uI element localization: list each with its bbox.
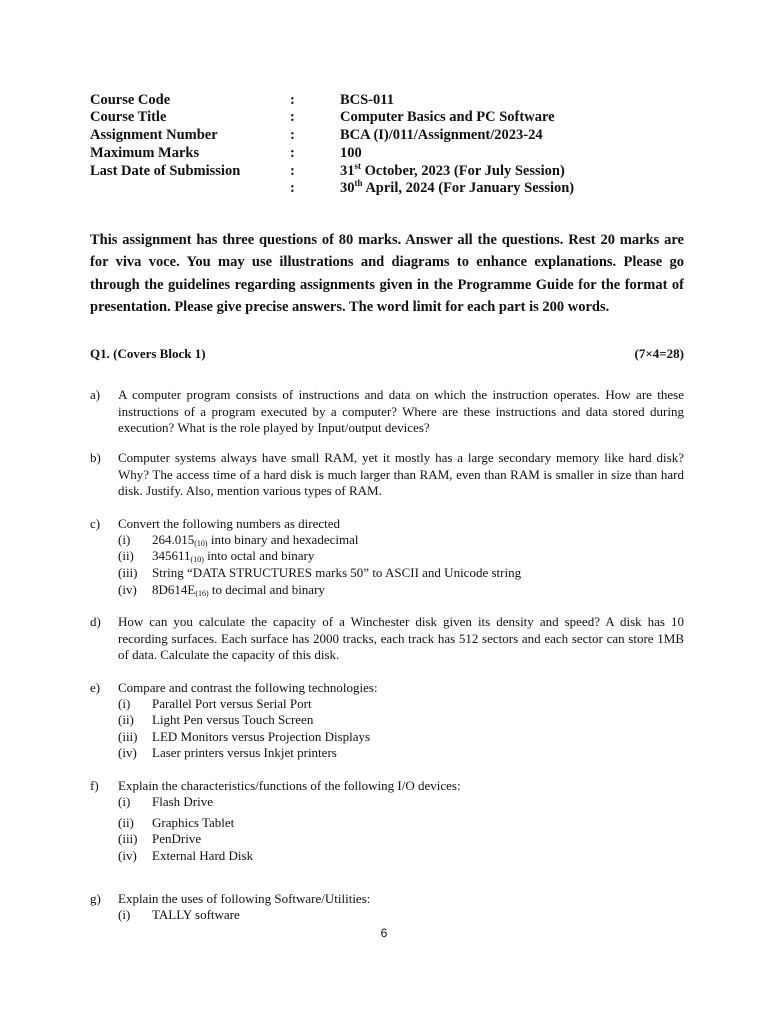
page-number: 6	[380, 926, 388, 940]
part-text: How can you calculate the capacity of a Winchester disk given its density and speed? A disk has 10 recording surfaces. Each surface has 2000 tracks, each track has 512 sectors and each sector can store 1MB of data. Calculate the capacity of this disk.	[118, 614, 684, 662]
part-text: Compare and contrast the following technologies:	[118, 680, 378, 695]
header-label: Last Date of Submission	[90, 163, 241, 179]
header-colon: :	[290, 163, 295, 179]
header-label: Maximum Marks	[90, 145, 200, 161]
part-text: Explain the characteristics/functions of the following I/O devices:	[118, 778, 461, 793]
part-letter: e)	[90, 680, 101, 695]
header-value: 31st October, 2023 (For July Session)	[340, 161, 565, 179]
question-title: Q1. (Covers Block 1)	[90, 346, 206, 361]
header-value: 100	[340, 145, 362, 161]
header-colon: :	[290, 92, 295, 108]
header-colon: :	[290, 109, 295, 125]
part-letter: g)	[90, 891, 101, 906]
part-letter: a)	[90, 387, 101, 402]
part-letter: c)	[90, 516, 101, 531]
part-text: Computer systems always have small RAM, yet it mostly has a large secondary memory like hard disk? Why? The access time of a hard disk is much larger than RAM, even than RAM is smaller in size than hard disk. Justify. Also, mention various types of RAM.	[118, 450, 684, 498]
part-letter: b)	[90, 450, 101, 465]
header-colon: :	[290, 145, 295, 161]
header-label: Assignment Number	[90, 127, 218, 143]
question-marks: (7×4=28)	[634, 346, 684, 361]
part-text: Convert the following numbers as directed	[118, 516, 341, 531]
document-page: Course Code : BCS-011 Course Title : Computer Basics and PC Software Assignment Number : BCA (I)/011/Assignment/2023-24 Maximum Marks : 100 Last Date of Submission : 31st October, 2023 (For July Session) : 30th April, 2024 (For January Session) This assignment has three questions of 80 marks. Answer all the questions. Rest 20 marks are for viva voce. You may use illustrations and diagrams to enhance explanations. Please go through the guidelines regarding assignments given in the Programme Guide for the format of presentation. Please give precise answers. The word limit for each part is 200 words. Q1. (Covers Block 1) (7×4=28) a) A computer program consists of instructions and data on which the instruction operates. How are these instructions of a program executed by a computer? Where are these instructions and data stored during execution? What is the role played by Input/output devices? b) Computer systems always have small RAM, yet it mostly has a large secondary memory like hard disk? Why? The access time of a hard disk is much larger than RAM, even than RAM is smaller in size than hard disk. Justify. Also, mention various types of RAM. c) Convert the following numbers as directed (i) $264.015_{(10)}$ into binary and hexadecimal (ii) $345611_{(10)}$ into octal and binary (iii) String “DATA STRUCTURES marks 50” to ASCII and Unicode string (iv) $8D614E_{(16)}$ to decimal and binary d) How can you calculate the capacity of a Winchester disk given its density and speed? A disk has 10 recording surfaces. Each surface has 2000 tracks, each track has 512 sectors and each sector can store 1MB of data. Calculate the capacity of this disk. e) Compare and contrast the following technologies: (i) Parallel Port versus Serial Port (ii) Light Pen versus Touch Screen (iii) LED Monitors versus Projection Displays (iv) Laser printers versus Inkjet printers f) Explain the characteristics/functions of the following I/O devices: (i) Flash Drive (ii) Graphics Tablet (iii) PenDrive (iv) External Hard Disk g) Explain the uses of following Software/Utilities: (i) TALLY software 6	[0, 0, 768, 1024]
header-colon: :	[290, 127, 295, 143]
part-text: A computer program consists of instructions and data on which the instruction operates. How are these instructions of a program executed by a computer? Where are these instructions and data stored during execution? What is the role played by Input/output devices?	[118, 387, 684, 435]
header-value: BCS-011	[340, 92, 394, 108]
header-colon: :	[290, 180, 295, 196]
part-text: Explain the uses of following Software/Utilities:	[118, 891, 371, 906]
question-heading	[90, 346, 684, 362]
header-label: Course Title	[90, 109, 167, 125]
header-value: BCA (I)/011/Assignment/2023-24	[340, 127, 543, 143]
part-letter: f)	[90, 778, 99, 793]
header-value: 30th April, 2024 (For January Session)	[340, 178, 575, 196]
part-letter: d)	[90, 614, 101, 629]
assignment-instructions: This assignment has three questions of 80 marks. Answer all the questions. Rest 20 marks are for viva voce. You may use illustrations and diagrams to enhance explanations. Please go through the guidelines regarding assignments given in the Programme Guide for the format of presentation. Please give precise answers. The word limit for each part is 200 words.	[90, 232, 684, 315]
header-value: Computer Basics and PC Software	[340, 109, 555, 125]
header-label: Course Code	[90, 92, 171, 108]
